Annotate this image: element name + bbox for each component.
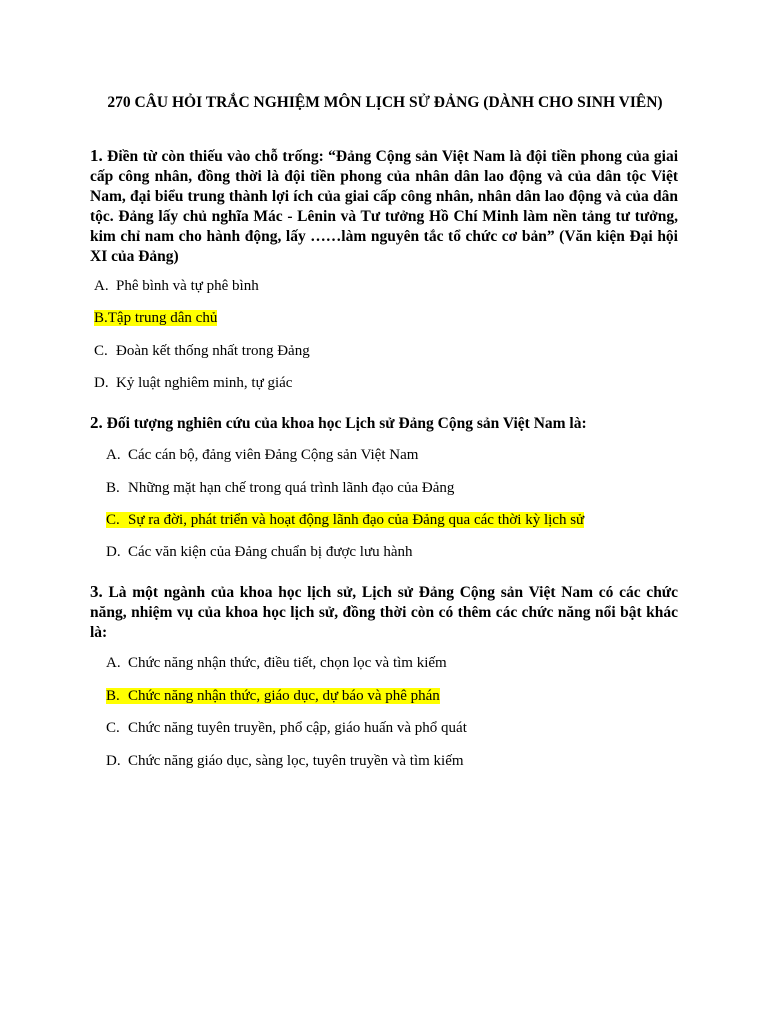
option-text: Phê bình và tự phê bình [116, 278, 259, 294]
option-1d[interactable] [94, 374, 292, 392]
option-text: Tập trung dân chủ [107, 310, 218, 326]
option-2b[interactable] [106, 479, 454, 497]
option-1a[interactable] [94, 277, 259, 295]
option-3c[interactable] [106, 719, 467, 737]
option-2d[interactable] [106, 543, 413, 561]
option-letter: B. [106, 480, 120, 496]
option-letter: A. [106, 447, 121, 463]
option-text: Các văn kiện của Đảng chuẩn bị được lưu hành [128, 544, 413, 560]
option-text: Những mặt hạn chế trong quá trình lãnh đạo của Đảng [128, 480, 455, 496]
option-2a[interactable] [106, 446, 418, 464]
option-text: Các cán bộ, đảng viên Đảng Cộng sản Việt Nam [128, 447, 419, 463]
option-text: Đoàn kết thống nhất trong Đảng [116, 343, 310, 359]
option-letter: B. [106, 688, 120, 704]
document-title: 270 CÂU HỎI TRẮC NGHIỆM MÔN LỊCH SỬ ĐẢNG (DÀNH CHO SINH VIÊN) [107, 94, 663, 111]
option-text: Chức năng nhận thức, điều tiết, chọn lọc và tìm kiếm [128, 655, 447, 671]
question-text: Đối tượng nghiên cứu của khoa học Lịch sử Đảng Cộng sản Việt Nam là: [106, 415, 587, 432]
option-3d[interactable] [106, 752, 464, 770]
option-letter: C. [106, 720, 120, 736]
option-letter: D. [106, 544, 121, 560]
option-letter: D. [94, 375, 109, 391]
option-letter: C. [106, 512, 120, 528]
question-1 [90, 146, 678, 267]
option-1b[interactable] [94, 309, 217, 327]
question-2 [90, 413, 678, 434]
option-3a[interactable] [106, 654, 447, 672]
question-number: 2. [90, 413, 103, 432]
option-text: Chức năng giáo dục, sàng lọc, tuyên truyền và tìm kiếm [128, 753, 464, 769]
option-letter: C. [94, 343, 108, 359]
option-letter: A. [106, 655, 121, 671]
option-text: Kỷ luật nghiêm minh, tự giác [116, 375, 293, 391]
option-text: Sự ra đời, phát triển và hoạt động lãnh đạo của Đảng qua các thời kỳ lịch sử [128, 512, 585, 528]
option-text: Chức năng tuyên truyền, phổ cập, giáo huấn và phổ quát [128, 720, 467, 736]
question-number: 1. [90, 146, 103, 165]
option-highlight [106, 512, 584, 528]
option-2c[interactable] [106, 511, 584, 529]
question-text: Điền từ còn thiếu vào chỗ trống: “Đảng Cộng sản Việt Nam là đội tiền phong của giai cấp công nhân, đồng thời là đội tiền phong của nhân dân lao động và của dân tộc Việt Nam, đại biểu trung thành lợi ích của giai cấp công nhân, nhân dân lao động và của dân tộc. Đảng lấy chủ nghĩa Mác - Lênin và Tư tưởng Hồ Chí Minh làm nền tảng tư tưởng, kim chỉ nam cho hành động, lấy ……làm nguyên tắc tổ chức cơ bản” (Văn kiện Đại hội XI của Đảng) [90, 148, 679, 265]
option-text: Chức năng nhận thức, giáo dục, dự báo và phê phán [128, 688, 440, 704]
option-highlight [94, 310, 217, 326]
option-1c[interactable] [94, 342, 310, 360]
question-3 [90, 582, 678, 643]
option-letter: A. [94, 278, 109, 294]
option-letter: B. [94, 310, 108, 326]
option-highlight [106, 688, 440, 704]
question-text: Là một ngành của khoa học lịch sử, Lịch sử Đảng Cộng sản Việt Nam có các chức năng, nhiệm vụ của khoa học lịch sử, đồng thời còn có thêm các chức năng nổi bật khác là: [90, 584, 678, 641]
option-3b[interactable] [106, 687, 440, 705]
option-letter: D. [106, 753, 121, 769]
question-number: 3. [90, 582, 103, 601]
